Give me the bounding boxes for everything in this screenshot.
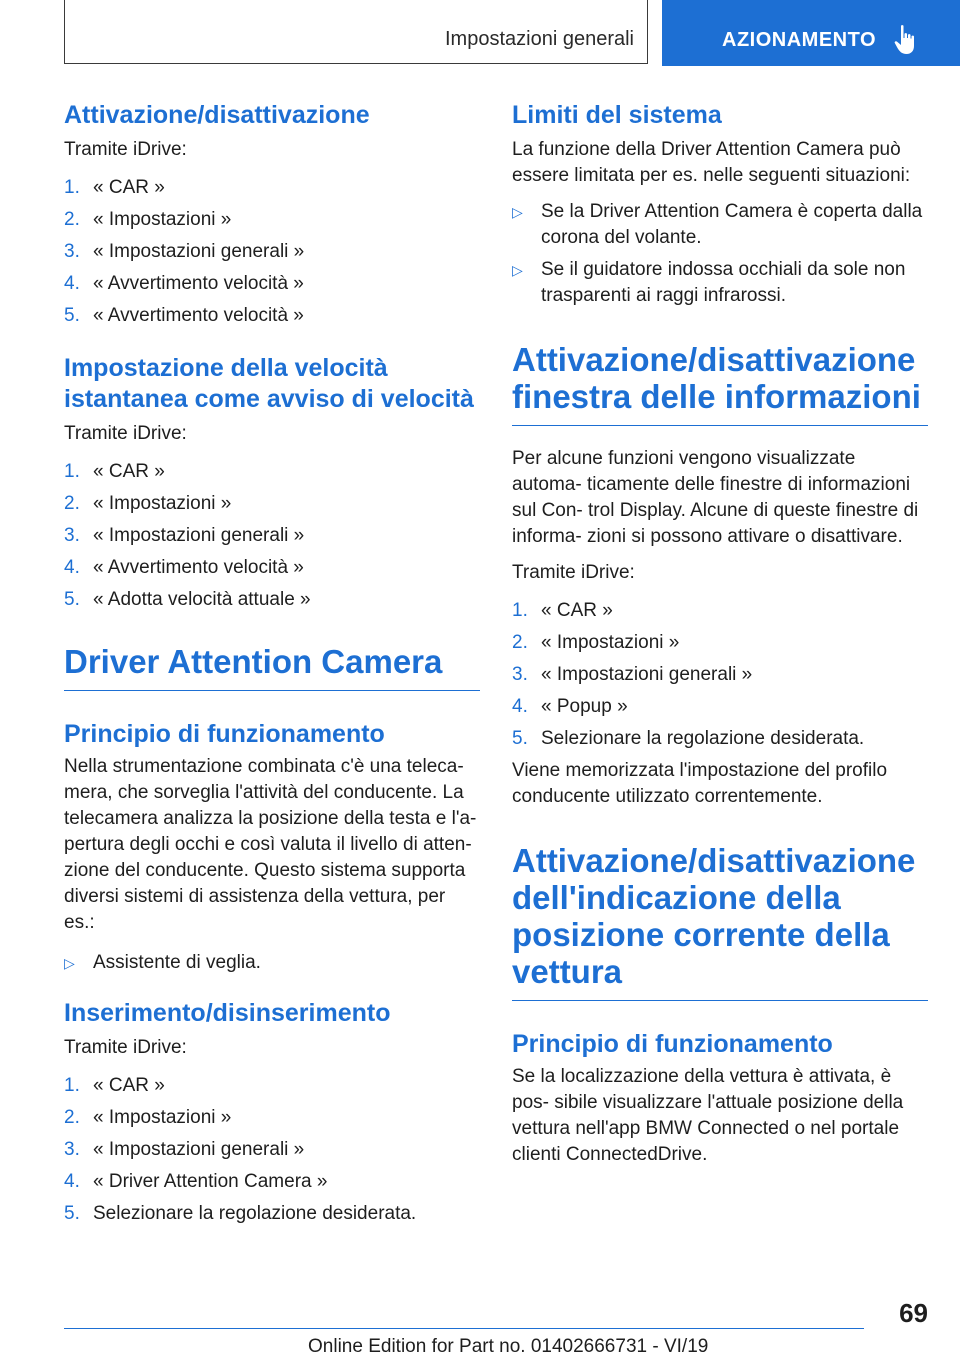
bullet-text: Se il guidatore indossa occhiali da sole non trasparenti ai raggi infrarossi. bbox=[541, 259, 906, 306]
step-text: « CAR » bbox=[93, 177, 165, 198]
list-item bbox=[64, 950, 480, 976]
step-text: « Impostazioni generali » bbox=[93, 525, 305, 546]
list-item bbox=[64, 459, 480, 485]
step-text: « Avvertimento velocità » bbox=[93, 557, 304, 578]
footer-divider bbox=[64, 1328, 864, 1329]
info-windows-body: Per alcune funzioni vengono visualizzate automa- ticamente delle finestre di informazioni sul Con- trol Display. Alcune di queste finestre di informa- zioni si possono attivare o disattivare. bbox=[512, 448, 919, 547]
step-number: 4. bbox=[64, 557, 80, 578]
step-number: 2. bbox=[64, 1107, 80, 1128]
activation-steps-list bbox=[64, 175, 480, 329]
list-item bbox=[512, 726, 928, 752]
right-column bbox=[512, 100, 928, 1168]
section-position-principle-title: Principio di funzionamento bbox=[512, 1030, 833, 1058]
list-item bbox=[512, 199, 928, 251]
principle-bullet-list bbox=[64, 950, 480, 976]
section-speed-setting-intro: Tramite iDrive: bbox=[64, 423, 187, 444]
step-number: 5. bbox=[64, 305, 80, 326]
list-item bbox=[64, 175, 480, 201]
list-item bbox=[64, 303, 480, 329]
list-item bbox=[512, 694, 928, 720]
step-number: 2. bbox=[512, 632, 528, 653]
step-text: « Impostazioni » bbox=[93, 1107, 232, 1128]
page-number: 69 bbox=[899, 1298, 928, 1328]
limits-bullet-list bbox=[512, 199, 928, 309]
step-text: « Impostazioni generali » bbox=[541, 664, 753, 685]
step-number: 3. bbox=[512, 664, 528, 685]
list-item bbox=[64, 1137, 480, 1163]
step-number: 2. bbox=[64, 209, 80, 230]
page-header bbox=[0, 0, 960, 66]
list-item bbox=[64, 523, 480, 549]
list-item bbox=[64, 239, 480, 265]
header-chapter-tab[interactable] bbox=[662, 0, 960, 66]
step-text: Selezionare la regolazione desiderata. bbox=[93, 1203, 417, 1224]
header-chapter-label: AZIONAMENTO bbox=[722, 29, 877, 51]
left-column bbox=[64, 100, 480, 1233]
step-number: 4. bbox=[64, 1171, 80, 1192]
switch-steps-list bbox=[64, 1073, 480, 1227]
header-section-title: Impostazioni generali bbox=[445, 28, 634, 50]
step-number: 1. bbox=[64, 177, 80, 198]
step-number: 3. bbox=[64, 241, 80, 262]
step-number: 5. bbox=[64, 589, 80, 610]
section-speed-setting bbox=[64, 353, 480, 613]
triangle-bullet-icon: ▷ bbox=[512, 204, 523, 220]
list-item bbox=[64, 491, 480, 517]
list-item bbox=[64, 1201, 480, 1227]
step-text: « CAR » bbox=[541, 600, 613, 621]
step-number: 4. bbox=[512, 696, 528, 717]
step-text: « CAR » bbox=[93, 461, 165, 482]
step-text: « Driver Attention Camera » bbox=[93, 1171, 328, 1192]
step-text: « Impostazioni » bbox=[93, 209, 232, 230]
list-item bbox=[512, 598, 928, 624]
chapter-heading-driver-attention: Driver Attention Camera bbox=[64, 643, 480, 691]
section-speed-setting-title: Impostazione della velocità istantanea come avviso di velocità bbox=[64, 354, 474, 413]
step-number: 5. bbox=[64, 1203, 80, 1224]
footer-edition: Online Edition for Part no. 01402666731 - VI/19 bbox=[308, 1336, 709, 1357]
section-activation-title: Attivazione/disattivazione bbox=[64, 101, 370, 129]
step-number: 2. bbox=[64, 493, 80, 514]
step-number: 4. bbox=[64, 273, 80, 294]
list-item bbox=[64, 1169, 480, 1195]
step-text: « Impostazioni » bbox=[541, 632, 680, 653]
section-switch-on-off-intro: Tramite iDrive: bbox=[64, 1037, 187, 1058]
triangle-bullet-icon: ▷ bbox=[512, 262, 523, 278]
list-item bbox=[64, 271, 480, 297]
step-text: « Impostazioni » bbox=[93, 493, 232, 514]
section-position-principle-body: Se la localizzazione della vettura è attivata, è pos- sibile visualizzare l'attuale posizione della vettura nell'app BMW Connected o nel portale clienti ConnectedDrive. bbox=[512, 1066, 904, 1165]
step-text: « Impostazioni generali » bbox=[93, 1139, 305, 1160]
section-system-limits-title: Limiti del sistema bbox=[512, 101, 722, 129]
info-windows-note: Viene memorizzata l'impostazione del profilo conducente utilizzato correntemente. bbox=[512, 760, 888, 807]
step-text: « Avvertimento velocità » bbox=[93, 273, 304, 294]
chapter-heading-vehicle-position: Attivazione/disattivazione dell'indicazione della posizione corrente della vettura bbox=[512, 842, 928, 1001]
list-item bbox=[512, 630, 928, 656]
step-text: « Popup » bbox=[541, 696, 628, 717]
hand-pointer-icon bbox=[894, 24, 922, 56]
section-system-limits-body: La funzione della Driver Attention Camera può essere limitata per es. nelle seguenti situazioni: bbox=[512, 139, 911, 186]
section-position-principle bbox=[512, 1029, 928, 1168]
section-principle-body: Nella strumentazione combinata c'è una teleca- mera, che sorveglia l'attività del conducente. La telecamera analizza la posizione della testa e l'a- pertura degli occhi e così valuta il livello di atten- zione del conducente. Questo sistema supporta diversi sistemi di assistenza della vettura, per es.: bbox=[64, 756, 477, 933]
bullet-text: Assistente di veglia. bbox=[93, 952, 261, 973]
step-number: 1. bbox=[512, 600, 528, 621]
info-windows-intro: Tramite iDrive: bbox=[512, 562, 635, 583]
list-item bbox=[64, 207, 480, 233]
step-number: 1. bbox=[64, 1075, 80, 1096]
section-switch-on-off-title: Inserimento/disinserimento bbox=[64, 999, 391, 1027]
speed-setting-steps-list bbox=[64, 459, 480, 613]
section-principle bbox=[64, 719, 480, 976]
list-item bbox=[64, 1073, 480, 1099]
list-item bbox=[64, 555, 480, 581]
list-item bbox=[64, 1105, 480, 1131]
step-text: « Adotta velocità attuale » bbox=[93, 589, 311, 610]
step-number: 3. bbox=[64, 1139, 80, 1160]
chapter-heading-info-windows: Attivazione/disattivazione finestra delle informazioni bbox=[512, 341, 928, 426]
step-number: 5. bbox=[512, 728, 528, 749]
info-windows-steps-list bbox=[512, 598, 928, 752]
list-item bbox=[512, 662, 928, 688]
section-switch-on-off bbox=[64, 998, 480, 1227]
step-number: 3. bbox=[64, 525, 80, 546]
section-principle-title: Principio di funzionamento bbox=[64, 720, 385, 748]
list-item bbox=[64, 587, 480, 613]
step-number: 1. bbox=[64, 461, 80, 482]
section-activation bbox=[64, 100, 480, 329]
list-item bbox=[512, 257, 928, 309]
step-text: Selezionare la regolazione desiderata. bbox=[541, 728, 865, 749]
step-text: « CAR » bbox=[93, 1075, 165, 1096]
section-activation-intro: Tramite iDrive: bbox=[64, 139, 187, 160]
step-text: « Impostazioni generali » bbox=[93, 241, 305, 262]
section-system-limits bbox=[512, 100, 928, 309]
step-text: « Avvertimento velocità » bbox=[93, 305, 304, 326]
bullet-text: Se la Driver Attention Camera è coperta dalla corona del volante. bbox=[541, 201, 923, 248]
triangle-bullet-icon: ▷ bbox=[64, 955, 75, 971]
